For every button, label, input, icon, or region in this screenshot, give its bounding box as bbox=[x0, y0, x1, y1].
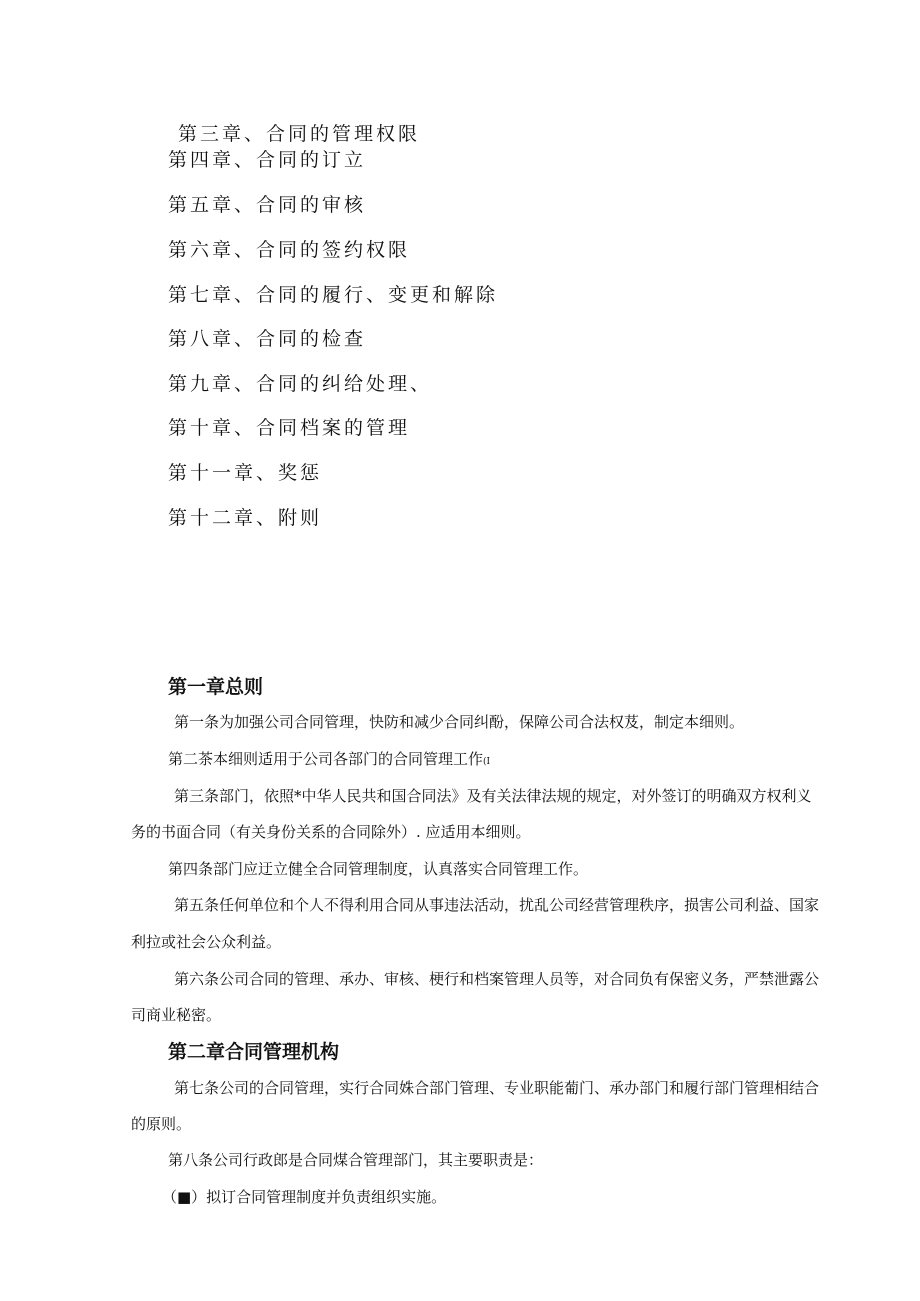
toc-item-chapter-9: 第九章、合同的纠给处理、 bbox=[168, 373, 433, 395]
article-3-line-1: 第三条部门，依照*中华人民共和国合同法》及有关法律法规的规定，对外签订的明确双方权利义 bbox=[174, 787, 812, 805]
article-1: 第一条为加强公司合同管理，快防和减少合同纠酚，保障公司合法权芨，制定本细则。 bbox=[174, 713, 745, 731]
article-2-mark: (I bbox=[483, 757, 491, 767]
toc-item-chapter-6: 第六章、合同的签约权限 bbox=[168, 239, 411, 261]
article-2-text: 第二茶本细则适用于公司各部门的合同管理工作 bbox=[168, 750, 484, 768]
toc-item-chapter-3: 第三章、合同的管理权限 bbox=[178, 123, 421, 145]
article-7-line-1: 第七条公司的合同管理，实行合同姝合部门管理、专业职能葡门、承办部门和履行部门管理相结合 bbox=[174, 1079, 820, 1097]
article-6-line-2: 司商业秘密。 bbox=[131, 1006, 222, 1024]
toc-item-chapter-7: 第七章、合同的履行、变更和解除 bbox=[168, 284, 499, 306]
article-4: 第四条部门应迂立健全合同管理制度，认真落实合同管理工作。 bbox=[168, 860, 589, 878]
toc-item-chapter-10: 第十章、合同档案的管理 bbox=[168, 417, 411, 439]
article-8-item-1: （■）拟订合同管理制度并负责组织实施。 bbox=[162, 1188, 447, 1206]
toc-item-chapter-11: 第十一章、奖惩 bbox=[168, 462, 323, 484]
toc-item-chapter-12: 第十二章、附则 bbox=[168, 507, 323, 529]
article-5-line-2: 利拉或社会公众利益。 bbox=[131, 933, 282, 951]
chapter-2-heading: 第二章合同管理机构 bbox=[168, 1041, 340, 1063]
toc-item-chapter-8: 第八章、合同的检查 bbox=[168, 328, 367, 350]
toc-item-chapter-4: 第四章、合同的订立 bbox=[168, 149, 367, 171]
article-3-line-2: 务的书面合同（有关身份关系的合同除外）. 应适用本细则。 bbox=[131, 823, 531, 841]
article-5-line-1: 第五条任何单位和个人不得利用合同从事违法活动，扰乱公司经营管理秩序，损害公司利益、国家 bbox=[174, 896, 820, 914]
article-2 bbox=[168, 749, 490, 772]
toc-item-chapter-5: 第五章、合同的审核 bbox=[168, 194, 367, 216]
article-6-line-1: 第六条公司合同的管理、承办、审核、梗行和档案管理人员等，对合同负有保密义务，严禁泄露公 bbox=[174, 970, 820, 988]
article-7-line-2: 的原则。 bbox=[131, 1115, 192, 1133]
article-8: 第八条公司行政郎是合同煤合管理部门，其主要职责是： bbox=[168, 1151, 544, 1169]
chapter-1-heading: 第一章总则 bbox=[168, 676, 264, 698]
